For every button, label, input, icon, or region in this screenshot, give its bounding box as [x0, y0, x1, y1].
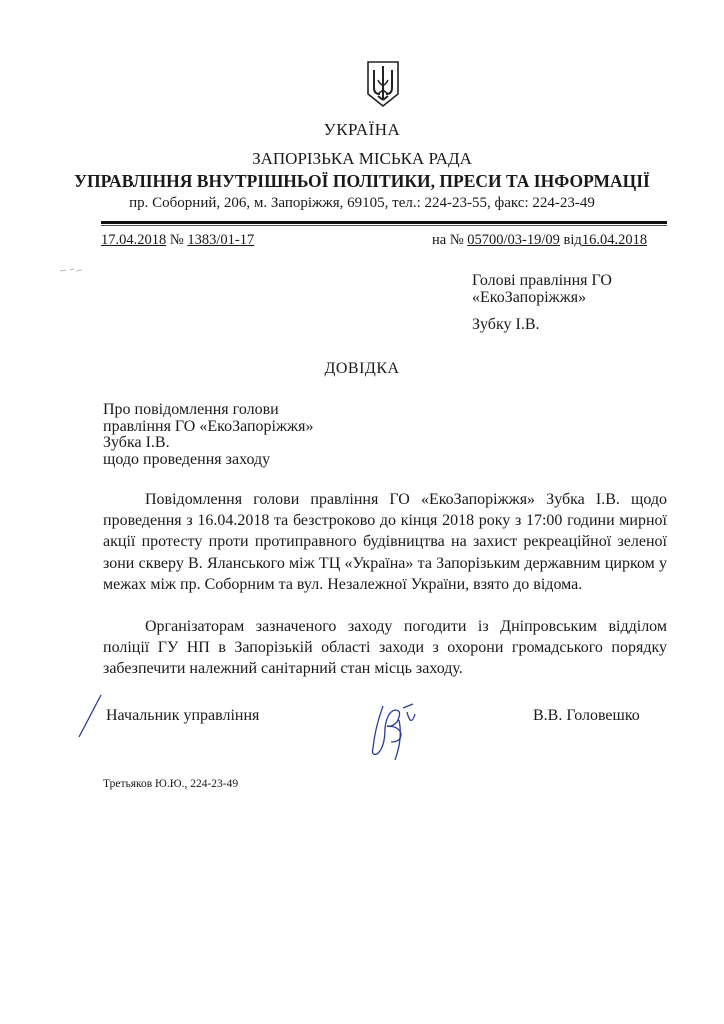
- outgoing-date: 17.04.2018: [101, 232, 167, 248]
- signatory-position: Начальник управління: [106, 707, 260, 724]
- scan-mark-icon: [58, 267, 84, 273]
- subject-line: Про повідомлення голови: [103, 401, 279, 418]
- signer-name: В.В. Головешко: [533, 707, 640, 724]
- incoming-number: 05700/03-19/09: [467, 232, 560, 248]
- letterhead-divider-thin: [101, 225, 667, 226]
- addressee-line1: Голові правління ГО: [472, 272, 612, 289]
- addressee: [472, 272, 612, 306]
- outgoing-reference: [101, 232, 254, 249]
- incoming-prefix: на №: [432, 232, 464, 248]
- document-title: ДОВІДКА: [324, 360, 400, 377]
- department-name: УПРАВЛІННЯ ВНУТРІШНЬОЇ ПОЛІТИКИ, ПРЕСИ ТА ІНФОРМАЦІЇ: [74, 171, 650, 191]
- incoming-date: 16.04.2018: [581, 232, 648, 248]
- addressee-line2: «ЕкоЗапоріжжя»: [472, 289, 587, 306]
- body-paragraph-1: Повідомлення голови правління ГО «ЕкоЗапоріжжя» Зубка І.В. щодо проведення з 16.04.2018 та безстроково до кінця 2018 року з 17:00 години мирної акції протесту проти протиправного будівництва на захист рекреаційної зеленої зони скверу В. Яланського між ТЦ «Україна» та Запорізьким державним цирком у межах між пр. Соборним та вул. Незалежної України, взято до відома.: [103, 491, 667, 593]
- subject-line: правління ГО «ЕкоЗапоріжжя»: [103, 417, 314, 435]
- executor-contact: Третьяков Ю.Ю., 224-23-49: [103, 778, 239, 790]
- department-address: пр. Соборний, 206, м. Запоріжжя, 69105, тел.: 224-23-55, факс: 224-23-49: [129, 195, 595, 211]
- incoming-from: від: [563, 232, 582, 248]
- country-name: УКРАЇНА: [323, 120, 401, 139]
- subject-line: Зубка І.В.: [103, 434, 170, 451]
- subject-block: [103, 402, 313, 468]
- body-paragraph-2: Організаторам зазначеного заходу погодити із Дніпровським відділом поліції ГУ НП в Запорізькій області заходи з охорони громадського порядку забезпечити належний санітарний стан місць заходу.: [103, 618, 667, 678]
- number-sign: №: [169, 232, 184, 248]
- incoming-reference: [432, 232, 647, 249]
- letterhead-divider: [101, 221, 667, 224]
- handwritten-signature-icon: [355, 698, 425, 763]
- coat-of-arms-icon: [366, 60, 400, 108]
- council-name: ЗАПОРІЗЬКА МІСЬКА РАДА: [252, 149, 472, 168]
- outgoing-number: 1383/01-17: [187, 232, 255, 248]
- pen-mark-icon: [75, 693, 105, 739]
- subject-line: щодо проведення заходу: [103, 450, 271, 468]
- addressee-name: Зубку І.В.: [472, 316, 540, 333]
